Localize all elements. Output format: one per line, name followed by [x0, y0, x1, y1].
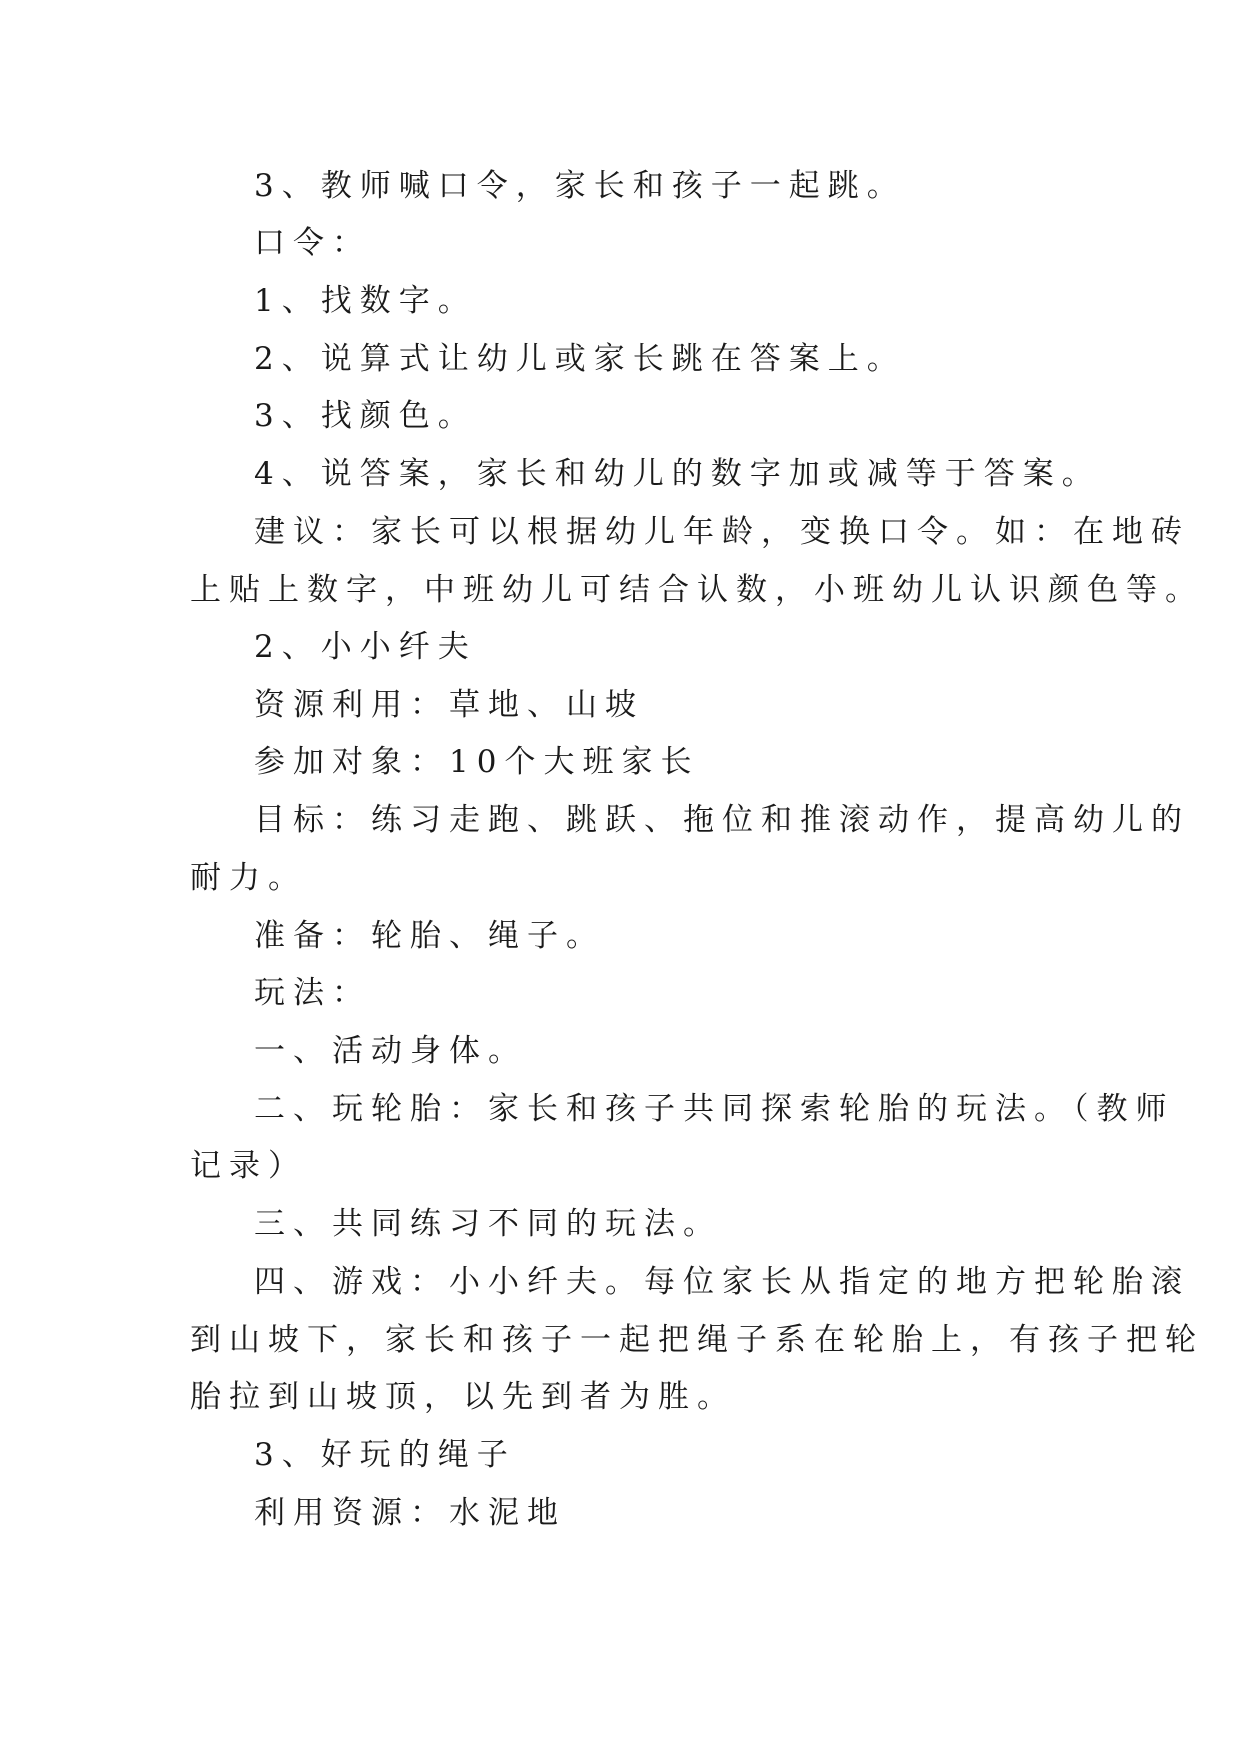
paragraph-line: 建议：家长可以根据幼儿年龄，变换口令。如：在地砖: [254, 514, 1190, 550]
section-heading: 3、好玩的绳子: [254, 1437, 516, 1473]
paragraph-line: 四、游戏：小小纤夫。每位家长从指定的地方把轮胎滚: [254, 1264, 1190, 1300]
paragraph-line: 利用资源：水泥地: [254, 1495, 566, 1531]
paragraph-line: 记录）: [190, 1148, 307, 1184]
paragraph-line: 耐力。: [190, 860, 307, 896]
paragraph-line: 参加对象：10个大班家长: [254, 744, 700, 780]
paragraph-line: 一、活动身体。: [254, 1033, 527, 1069]
paragraph-line: 3、教师喊口令，家长和孩子一起跳。: [254, 168, 906, 204]
paragraph-line: 4、说答案，家长和幼儿的数字加或减等于答案。: [254, 456, 1101, 492]
paragraph-line: 三、共同练习不同的玩法。: [254, 1206, 722, 1242]
paragraph-line: 到山坡下，家长和孩子一起把绳子系在轮胎上，有孩子把轮: [190, 1322, 1204, 1358]
paragraph-line: 准备：轮胎、绳子。: [254, 918, 605, 954]
paragraph-line: 1、找数字。: [254, 283, 477, 319]
paragraph-line: 2、说算式让幼儿或家长跳在答案上。: [254, 341, 906, 377]
paragraph-line: 二、玩轮胎：家长和孩子共同探索轮胎的玩法。（教师: [254, 1091, 1175, 1127]
section-heading: 2、小小纤夫: [254, 629, 477, 665]
paragraph-line: 资源利用：草地、山坡: [254, 687, 644, 723]
paragraph-line: 3、找颜色。: [254, 398, 477, 434]
paragraph-line: 玩法：: [254, 975, 371, 1011]
paragraph-line: 口令：: [254, 225, 371, 261]
paragraph-line: 目标：练习走跑、跳跃、拖位和推滚动作，提高幼儿的: [254, 802, 1190, 838]
paragraph-line: 上贴上数字，中班幼儿可结合认数，小班幼儿认识颜色等。: [190, 572, 1204, 608]
paragraph-line: 胎拉到山坡顶，以先到者为胜。: [190, 1379, 736, 1415]
